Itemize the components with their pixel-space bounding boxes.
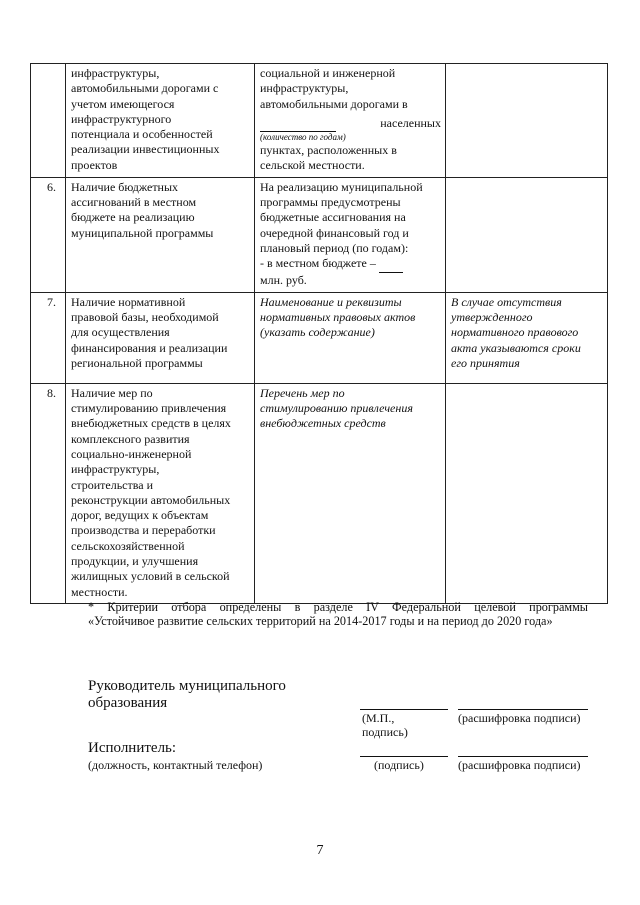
text-line: ассигнований в местном (71, 195, 197, 210)
text-line: потенциала и особенностей (71, 127, 213, 142)
footnote-line-2: «Устойчивое развитие сельских территорий на 2014-2017 годы и на период до 2020 года» (88, 614, 553, 628)
row-number-cell: 6. (31, 177, 66, 292)
row-number-cell: 7. (31, 292, 66, 383)
table-row (31, 292, 608, 383)
criterion-cell (66, 383, 255, 603)
text-line: сельской местности. (260, 158, 365, 173)
head-title (88, 678, 286, 712)
note-cell (446, 177, 608, 292)
text-line: жилищных условий в сельской (71, 569, 230, 584)
text-line: его принятия (451, 355, 520, 370)
text-line: Наличие нормативной (71, 294, 186, 309)
fill-in-blank[interactable] (379, 256, 403, 272)
name-decode-line[interactable] (458, 709, 588, 710)
text-line: учетом имеющегося (71, 96, 175, 111)
text-line: пунктах, расположенных в (260, 143, 397, 158)
requirement-cell (255, 383, 446, 603)
caption-line: (М.П., (362, 711, 395, 725)
page-number: 7 (316, 843, 324, 858)
table-row (31, 383, 608, 603)
hint-text: (количество по годам) (260, 132, 346, 143)
text-line: Перечень мер по (260, 385, 345, 400)
head-title-line: Руководитель муниципального (88, 678, 286, 694)
decode-caption: (расшифровка подписи) (458, 711, 581, 725)
text-line: Наличие бюджетных (71, 179, 179, 194)
note-cell (446, 383, 608, 603)
text-line: Наименование и реквизиты (260, 294, 402, 309)
text-line: местности. (71, 584, 128, 599)
text-line: инфраструктуры, (71, 66, 160, 80)
criteria-table (30, 63, 608, 604)
text-line: социальной и инженерной (260, 66, 396, 80)
caption-line: подпись) (362, 725, 408, 739)
note-cell (446, 64, 608, 178)
text-line: программы предусмотрены (260, 195, 401, 210)
text-line: бюджетные ассигнования на (260, 210, 406, 225)
text-line: для осуществления (71, 325, 170, 340)
text-line: млн. руб. (260, 272, 307, 287)
text-line: финансирования и реализации (71, 340, 228, 355)
executor-decode-line[interactable] (458, 756, 588, 757)
criterion-cell (66, 177, 255, 292)
row-number-cell (31, 64, 66, 178)
text-line: строительства и (71, 477, 153, 492)
text-line: инфраструктурного (71, 111, 172, 126)
text-line: бюджете на реализацию (71, 210, 195, 225)
text-line: акта указываются сроки (451, 340, 581, 355)
text-line: утвержденного (451, 310, 533, 325)
sign-caption: (подпись) (374, 758, 424, 772)
text-line: очередной финансовый год и (260, 225, 409, 240)
text-line: проектов (71, 157, 118, 172)
stamp-caption (362, 711, 408, 739)
requirement-cell (255, 177, 446, 292)
text-line: региональной программы (71, 355, 203, 370)
text-line: нормативного правового (451, 325, 579, 340)
text-line: реализации инвестиционных (71, 142, 220, 157)
criterion-cell (66, 64, 255, 178)
executor-label: Исполнитель: (88, 740, 177, 756)
text-line: На реализацию муниципальной (260, 179, 423, 194)
text-line: инфраструктуры, (260, 81, 349, 96)
requirement-cell (255, 64, 446, 178)
text-line: - в местном бюджете – (260, 256, 376, 271)
fill-in-blank[interactable] (260, 116, 336, 132)
text-line: инфраструктуры, (71, 462, 160, 477)
text-line: автомобильными дорогами в (260, 96, 408, 111)
text-line: В случае отсутствия (451, 294, 562, 309)
table-row (31, 177, 608, 292)
row-number-cell: 8. (31, 383, 66, 603)
requirement-cell (255, 292, 446, 383)
text-line: внебюджетных средств в целях (71, 416, 231, 431)
note-cell (446, 292, 608, 383)
text-line: сельскохозяйственной (71, 538, 185, 553)
text-line: производства и переработки (71, 523, 216, 538)
executor-signature-line[interactable] (360, 756, 448, 757)
text-line: автомобильными дорогами с (71, 81, 219, 96)
text-line: комплексного развития (71, 431, 190, 446)
text-line: нормативных правовых актов (260, 310, 416, 325)
text-line: правовой базы, необходимой (71, 310, 219, 325)
text-line: муниципальной программы (71, 225, 214, 240)
text-line: продукции, и улучшения (71, 554, 199, 569)
decode-caption: (расшифровка подписи) (458, 758, 581, 772)
criterion-cell (66, 292, 255, 383)
table-row (31, 64, 608, 178)
text-line: дорог, ведущих к объектам (71, 508, 209, 523)
text-line: реконструкции автомобильных (71, 492, 231, 507)
footnote-line-1: * Критерии отбора определены в разделе IV Федеральной целевой программы (88, 600, 588, 614)
text-line: Наличие мер по (71, 385, 153, 400)
text-line: социально-инженерной (71, 446, 192, 461)
text-line: населенных (380, 115, 441, 130)
executor-caption: (должность, контактный телефон) (88, 758, 263, 772)
text-line: плановый период (по годам): (260, 240, 409, 255)
text-line: внебюджетных средств (260, 416, 386, 431)
text-line: (указать содержание) (260, 325, 375, 340)
text-line: стимулированию привлечения (260, 401, 413, 416)
head-title-line: образования (88, 695, 168, 711)
text-line: стимулированию привлечения (71, 401, 227, 416)
stamp-signature-line[interactable] (360, 709, 448, 710)
